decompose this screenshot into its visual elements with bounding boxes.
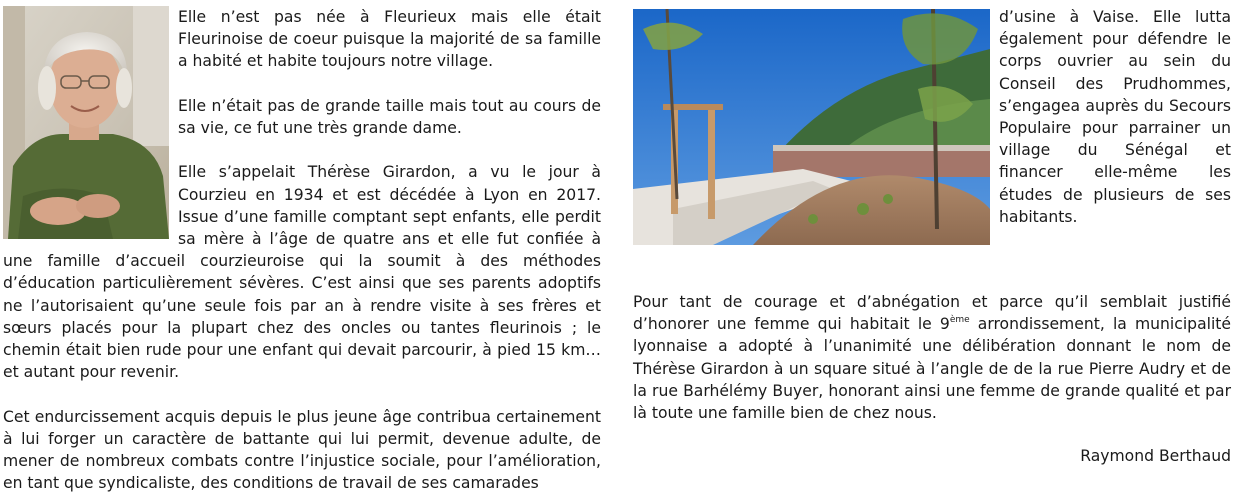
right-column: [633, 6, 1231, 467]
tribute-text-end: arrondissement, la municipalité lyonnaise a adopté à l’unanimité une délibération donnant le nom de Thérèse Girardon à un square situé à l’angle de de la rue Pierre Audry et de la rue Barhélémy Buyer, honorant ainsi une femme de grande qualité et par là toute une famille bien de chez nous.: [633, 315, 1231, 423]
paragraph-biography: Elle s’appelait Thérèse Girardon, a vu le jour à Courzieu en 1934 et est décédée à Lyon en 2017. Issue d’une famille comptant sept enfants, elle perdit sa mère à l’âge de quatre ans et elle fut confiée à une famille d’accueil courzieuroise qui la soumit à des méthodes d’éducation particulièrement sévères. C’est ainsi que ses parents adoptifs ne l’autorisaient qu’une seule fois par an à rendre visite à ses frères et sœurs placés pour la plupart chez des oncles ou tantes fleurinois ; le chemin était bien rude pour une enfant qui devait parcourir, à pied 15 km… et autant pour revenir.: [3, 163, 601, 382]
paragraph-tribute: [633, 291, 1231, 424]
tribute-text-start: Pour tant de courage et d’abnégation et parce qu’il semblait justifié d’honorer une femme qui habitait le 9: [633, 293, 1231, 334]
paragraph-intro: Elle n’est pas née à Fleurieux mais elle était Fleurinoise de coeur puisque la majorité de sa famille a habité et habite toujours notre village.: [178, 8, 601, 71]
left-column: [3, 6, 601, 494]
paragraph-gap: [633, 249, 1231, 291]
square-photo: [633, 9, 990, 245]
paragraph-character: Cet endurcissement acquis depuis le plus jeune âge contribua certainement à lui forger un caractère de battante qui lui permit, devenue adulte, de mener de nombreux combats contre l’injustice sociale, pour l’amélioration, en tant que syndicaliste, des conditions de travail de ses camarades: [3, 407, 601, 493]
portrait-photo: [3, 6, 169, 239]
ordinal-superscript: ème: [949, 315, 970, 326]
author-signature: Raymond Berthaud: [1080, 447, 1231, 466]
paragraph-stature: Elle n’était pas de grande taille mais tout au cours de sa vie, ce fut une très grande dame.: [178, 96, 601, 137]
paragraph-engagement: d’usine à Vaise. Elle lutta également pour défendre le corps ouvrier au sein du Conseil des Prudhommes, s’engagea auprès du Secours Populaire pour parrainer un village du Sénégal et financer elle-même les études de plusieurs de ses habitants.: [999, 8, 1231, 226]
